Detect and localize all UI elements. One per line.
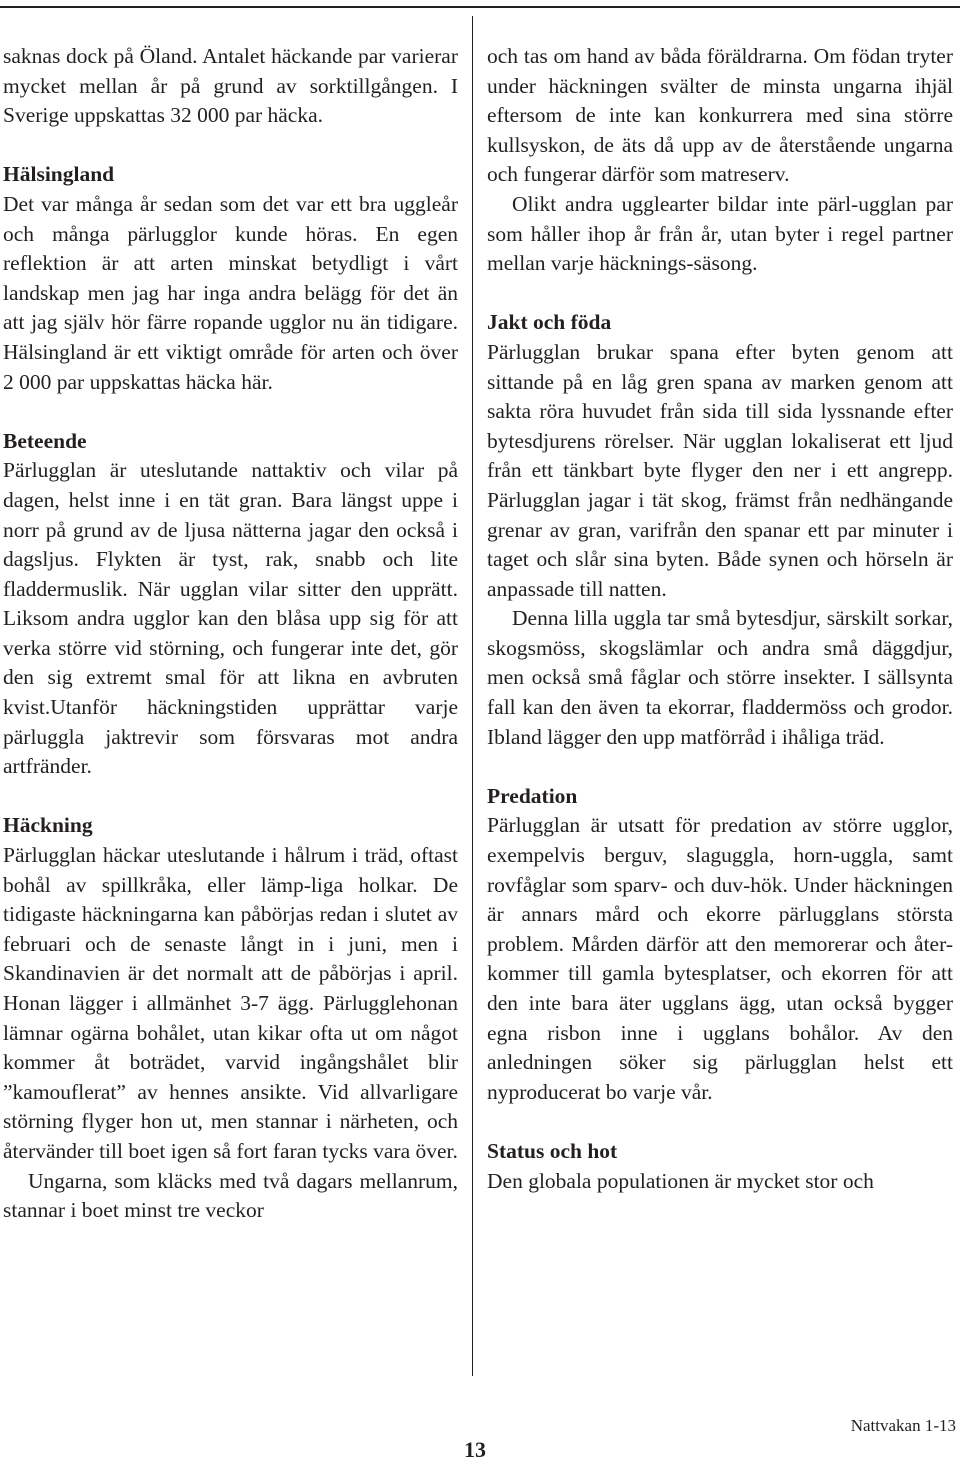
heading-status: Status och hot	[487, 1138, 618, 1163]
heading-beteende: Beteende	[3, 428, 87, 453]
paragraph-jakt-2: Denna lilla uggla tar små bytesdjur, särskilt sorkar, skogsmöss, skogslämlar och andra små däggdjur, men också små fåglar och större insekter. I sällsynta fall kan den även ta ekorrar, fladdermöss och grodor. Ibland lägger den upp matförråd i ihåliga träd.	[487, 606, 953, 749]
paragraph-predation: Pärlugglan är utsatt för predation av större ugglor, exempelvis berguv, slaguggla, horn-uggla, samt rovfåglar som sparv- och duv-hök. Under häckningen är annars mård och ekorre pärlugglans största problem. Mården därför att den memorerar och åter-kommer till gamla bytesplatser, och ekorren för att den inte bara äter ugglans ägg, utan också bygger egna risbon inne i ugglans bohålor. Av den anledningen söker sig pärlugglan helst ett nyproducerat bo varje vår.	[487, 813, 953, 1104]
intro-paragraph: saknas dock på Öland. Antalet häckande par varierar mycket mellan år på grund av sorktillgången. I Sverige uppskattas 32 000 par häcka.	[3, 44, 458, 128]
page-number: 13	[464, 1437, 486, 1462]
paragraph-hackning: Pärlugglan häckar uteslutande i hålrum i träd, oftast bohål av spillkråka, eller lämp-liga holkar. De tidigaste häckningarna kan påbörjas redan i slutet av februari och de senaste långt in i juni, men i Skandinavien är det normalt att de påbörjas i april. Honan lägger i allmänhet 3-7 ägg. Pärlugglehonan lämnar ogärna bohålet, utan kikar ofta ut om något kommer åt boträdet, varvid ingångshålet blir ”kamouflerat” av hennes ansikte. Vid allvarligare störning flyger hon ut, men stannar i närheten, och återvänder till boet igen så fort faran tycks vara över.	[3, 843, 458, 1163]
paragraph-halsingland: Det var många år sedan som det var ett bra uggleår och många pärlugglor kunde höras. En egen reflektion är att arten minskat betydligt i vårt landskap men jag har inga andra belägg för det än att jag själv hör färre ropande ugglor nu än tidigare. Hälsingland är ett viktigt område för arten och över 2 000 par uppskattas häcka här.	[3, 191, 458, 394]
heading-halsingland: Hälsingland	[3, 162, 115, 187]
paragraph-hackning-2: Ungarna, som kläcks med två dagars mellanrum, stannar i boet minst tre veckor	[3, 1168, 458, 1223]
paragraph-beteende: Pärlugglan är uteslutande nattaktiv och vilar på dagen, helst inne i en tät gran. Bara längst uppe i norr på grund av de ljusa nätterna jagar den också i dagsljus. Flykten är tyst, rak, snabb och lite fladdermuslik. När ugglan vilar sitter den upprätt. Liksom andra ugglor kan den blåsa upp sig för att verka större vid störning, och fungerar inte det, gör den sig extremt smal för att likna en avbruten kvist.Utanför häckningstiden upprättar varje pärluggla jaktrevir som försvaras mot andra artfränder.	[3, 458, 458, 779]
heading-jakt: Jakt och föda	[487, 310, 612, 335]
heading-predation: Predation	[487, 783, 578, 808]
paragraph-jakt: Pärlugglan brukar spana efter byten genom att sittande på en låg gren spana av marken genom att sakta röra huvudet från sida till sida lyssnande efter bytesdjurens rörelser. När ugglan lokaliserat ett ljud från ett tänkbart byte flyger den ner i ett angrepp. Pärlugglan jagar i tät skog, främst från nedhängande grenar av gran, varifrån den spanar ett par minuter i taget och slår sina byten. Både synen och hörseln är anpassade till natten.	[487, 339, 953, 601]
continuation-paragraph: och tas om hand av båda föräldrarna. Om födan tryter under häckningen svälter de minsta ungarna ihjäl eftersom de inte kan konkurrera med sina större kullsyskon, de äts då upp av de återstående ungarna och fungerar därför som matreserv.	[487, 44, 953, 187]
top-rule	[0, 6, 960, 8]
column-divider	[472, 16, 473, 1376]
continuation-paragraph-2: Olikt andra ugglearter bildar inte pärl-ugglan par som håller ihop år från år, utan byter i regel partner mellan varje häcknings-säsong.	[487, 191, 953, 276]
left-column	[3, 42, 458, 1226]
heading-hackning: Häckning	[3, 813, 93, 838]
right-column	[487, 42, 953, 1196]
issue-label: Nattvakan 1-13	[850, 1416, 956, 1435]
paragraph-status: Den globala populationen är mycket stor och	[487, 1168, 874, 1193]
